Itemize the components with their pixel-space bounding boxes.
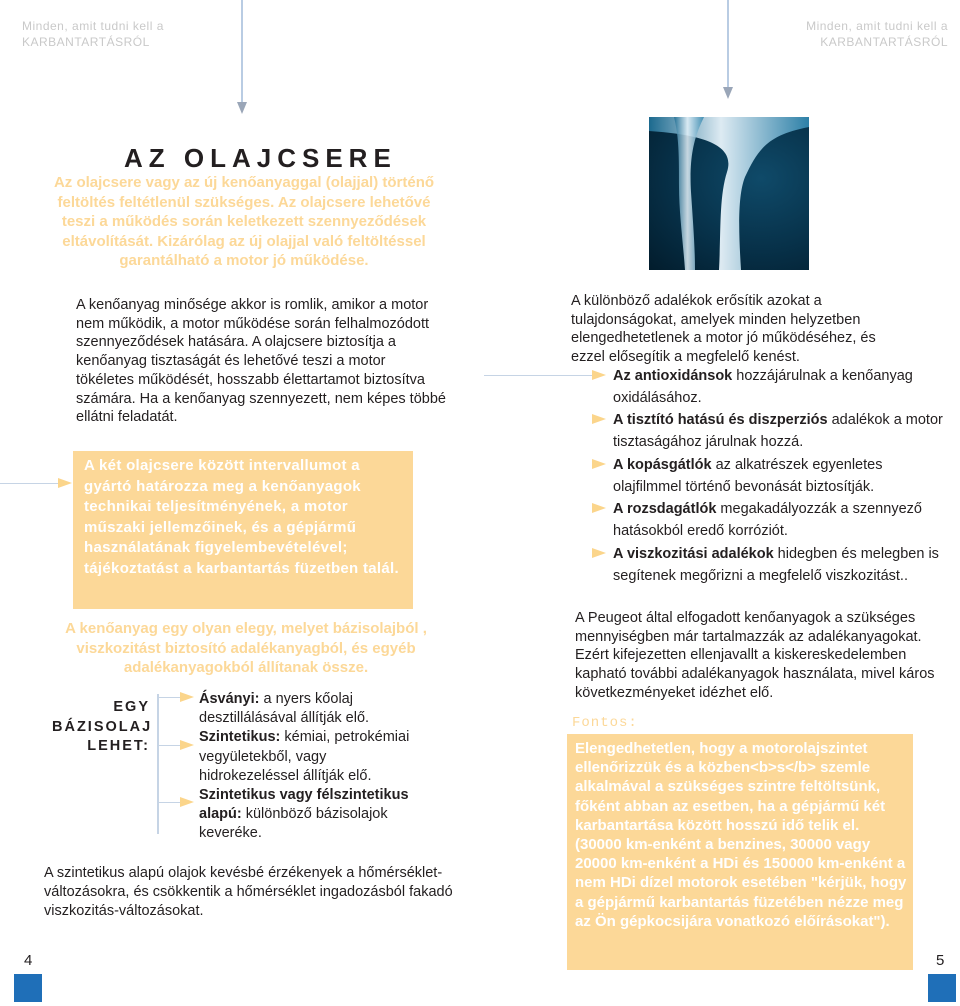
arrow-right-icon [592, 370, 606, 380]
lubricant-definition: A kenőanyag egy olyan elegy, melyet bázisolajból , viszkozitást biztosító adalékanyagból, és egyéb adalékanyagokból állítanak össze. [65, 620, 427, 676]
header-right-line1: Minden, amit tudni kell a [806, 19, 948, 33]
arrow-right-icon [592, 414, 606, 424]
header-left-line1: Minden, amit tudni kell a [22, 19, 164, 33]
guide-line-left [241, 0, 243, 103]
peugeot-note: A Peugeot által elfogadott kenőanyagok a szükséges mennyiségben már tartalmazzák az adalékanyagokat. Ezért kifejezetten ellenjavallt a kiskereskedelemben kapható további adalékanyagok használata, mivel káros következményeket idézhet elő. [575, 610, 935, 701]
running-header-left [22, 18, 164, 50]
additives-intro: A különböző adalékok erősítik azokat a tulajdonságokat, amelyek minden helyzetben elengedhetetlenek a motor jó működéséhez, és ezzel elősegítik a megfelelő kenést. [571, 293, 876, 365]
running-header-right [806, 18, 948, 50]
arrow-right-icon [592, 459, 606, 469]
pointer-line [484, 375, 594, 376]
page-marker-left [14, 974, 42, 1002]
header-right-line2: KARBANTARTÁSRÓL [820, 35, 948, 49]
important-label: Fontos: [572, 715, 638, 731]
arrow-right-icon [58, 478, 72, 488]
section-title: AZ OLAJCSERE [124, 143, 397, 173]
arrow-right-icon [592, 503, 606, 513]
base-oil-label-line1: EGY [113, 699, 150, 715]
bullet-anti-rust: A rozsdagátlók megakadályozzák a szennyező hatásokból eredő korróziót. [613, 501, 922, 539]
arrow-down-icon [237, 102, 247, 114]
bullet-antioxidants: Az antioxidánsok hozzájárulnak a kenőanyag oxidálásához. [613, 368, 913, 406]
base-oil-label [52, 698, 153, 757]
synthetic-note: A szintetikus alapú olajok kevésbé érzékenyek a hőmérséklet-változásokra, és csökkentik a hőmérséklet ingadozásból fakadó viszkozitás-változásokat. [44, 865, 453, 919]
base-oil-types [199, 690, 429, 844]
type-semi-synthetic: Szintetikus vagy félszintetikus alapú: különböző bázisolajok keveréke. [199, 787, 409, 842]
base-oil-label-line2: BÁZISOLAJ [52, 718, 153, 735]
page-number-right: 5 [936, 952, 945, 969]
arrow-down-icon [723, 87, 733, 99]
bracket-line [157, 694, 159, 834]
base-oil-label-line3: LEHET: [87, 738, 150, 754]
branch-line [158, 802, 182, 803]
type-synthetic: Szintetikus: kémiai, petrokémiai vegyületekből, vagy hidrokezeléssel állítják elő. [199, 729, 410, 784]
arrow-right-icon [180, 740, 194, 750]
bullet-detergents: A tisztító hatású és diszperziós adalékok a motor tisztaságához járulnak hozzá. [613, 412, 943, 450]
type-mineral: Ásványi: a nyers kőolaj desztillálásával állítják elő. [199, 691, 370, 727]
body-paragraph: A kenőanyag minősége akkor is romlik, amikor a motor nem működik, a motor működése során felhalmozódott szennyeződések hatására. A olajcsere biztosítja a kenőanyag tisztaságát és lehetővé teszi a motor tökéletes működését, hosszabb élettartamot biztosítva számára. Ha a kenőanyag szennyezett, nem képes többé ellátni feladatát. [76, 297, 446, 426]
bullet-anti-wear: A kopásgátlók az alkatrészek egyenletes olajfilmmel történő bevonását biztosítják. [613, 457, 883, 495]
arrow-right-icon [180, 797, 194, 807]
header-left-line2: KARBANTARTÁSRÓL [22, 35, 150, 49]
arrow-right-icon [180, 692, 194, 702]
bullet-viscosity: A viszkozitási adalékok hidegben és melegben is segítenek megőrizni a megfelelő viszkozitást.. [613, 546, 939, 584]
arrow-right-icon [592, 548, 606, 558]
guide-line-right [727, 0, 729, 88]
page-number-left: 4 [24, 952, 33, 969]
oil-stream-graphic [649, 117, 809, 270]
interval-box-text: A két olajcsere között intervallumot a gyártó határozza meg a kenőanyagok technikai teljesítményének, a motor műszaki jellemzőinek, és a gépjármű használatának figyelembevételével; tájékoztatást a karbantartás füzetben talál. [84, 457, 399, 577]
page-marker-right [928, 974, 956, 1002]
important-box-text: Elengedhetetlen, hogy a motorolajszintet ellenőrizzük és a közben<b>s</b> szemle alkalmával a szükséges szintre feltöltsünk, főként abban az esetben, ha a gépjármű két karbantartása között hosszú idő telik el. (30000 km-enként a benzines, 30000 vagy 20000 km-enként a HDi és 150000 km-enként a nem HDi dízel motorok esetében "kérjük, hogy a gépjármű karbantartás füzetében nézze meg az Ön gépkocsijára vonatkozó előírásokat"). [575, 740, 907, 930]
pointer-line [0, 483, 60, 484]
oil-pour-image [649, 117, 809, 270]
intro-highlight: Az olajcsere vagy az új kenőanyaggal (olajjal) történő feltöltés feltétlenül szükséges. Az olajcsere lehetővé teszi a működés során keletkezett szennyeződések eltávolítását. Kizárólag az új olajjal való feltöltéssel garantálható a motor jó működése. [53, 174, 435, 269]
branch-line [158, 697, 182, 698]
branch-line [158, 745, 182, 746]
